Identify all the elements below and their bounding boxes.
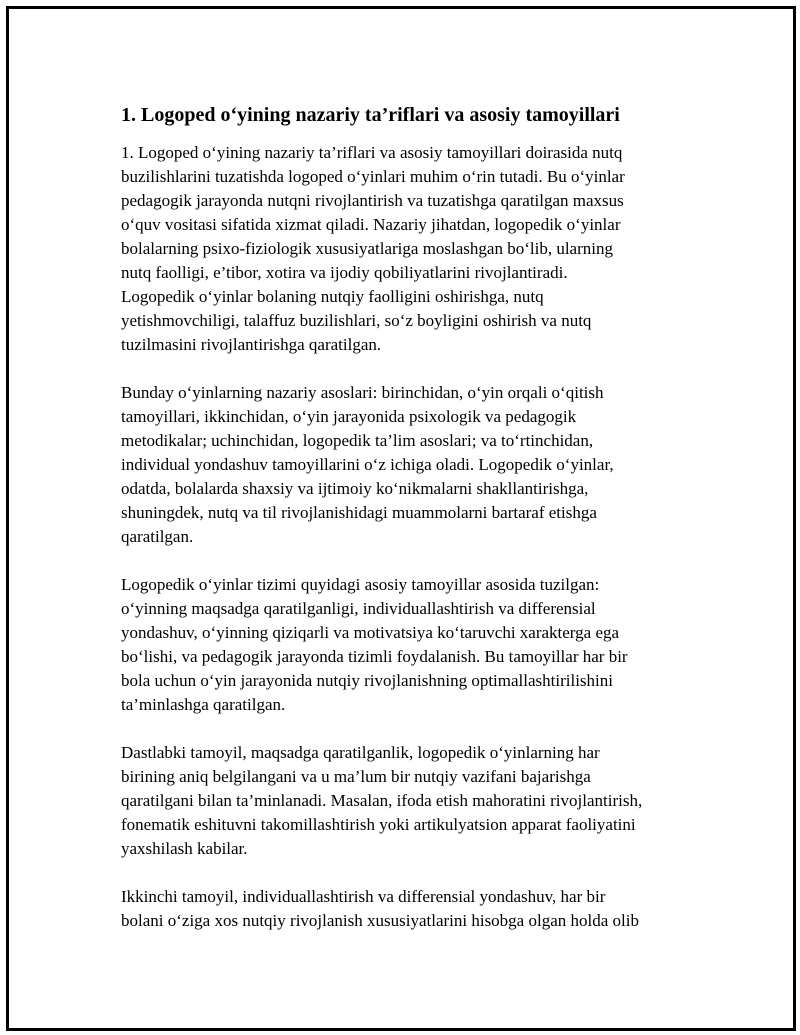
text-line: yaxshilash kabilar. — [121, 839, 248, 858]
text-line: birining aniq belgilangani va u ma’lum bir nutqiy vazifani bajarishga — [121, 767, 591, 786]
paragraph-5 — [121, 885, 721, 933]
text-line: ta’minlashga qaratilgan. — [121, 695, 286, 714]
text-line: Ikkinchi tamoyil, individuallashtirish va differensial yondashuv, har bir — [121, 887, 606, 906]
text-line: o‘quv vositasi sifatida xizmat qiladi. Nazariy jihatdan, logopedik o‘yinlar — [121, 215, 621, 234]
text-line: Dastlabki tamoyil, maqsadga qaratilganlik, logopedik o‘yinlarning har — [121, 743, 600, 762]
text-line: tamoyillari, ikkinchidan, o‘yin jarayonida psixologik va pedagogik — [121, 407, 577, 426]
page-frame — [6, 6, 796, 1031]
text-line: bolani o‘ziga xos nutqiy rivojlanish xususiyatlarini hisobga olgan holda olib — [121, 911, 639, 930]
text-line: qaratilgani bilan ta’minlanadi. Masalan, ifoda etish mahoratini rivojlantirish, — [121, 791, 643, 810]
paragraph-3 — [121, 573, 721, 717]
text-line: fonematik eshituvni takomillashtirish yoki artikulyatsion apparat faoliyatini — [121, 815, 636, 834]
text-line: buzilishlarini tuzatishda logoped o‘yinlari muhim o‘rin tutadi. Bu o‘yinlar — [121, 167, 625, 186]
text-line: o‘yinning maqsadga qaratilganligi, individuallashtirish va differensial — [121, 599, 596, 618]
text-line: yondashuv, o‘yinning qiziqarli va motivatsiya ko‘taruvchi xarakterga ega — [121, 623, 620, 642]
text-line: Logopedik o‘yinlar bolaning nutqiy faolligini oshirishga, nutq — [121, 287, 544, 306]
text-line: bola uchun o‘yin jarayonida nutqiy rivojlanishning optimallashtirilishini — [121, 671, 613, 690]
text-line: bolalarning psixo-fiziologik xususiyatlariga moslashgan bo‘lib, ularning — [121, 239, 613, 258]
paragraph-1 — [121, 141, 721, 357]
paragraph-2 — [121, 381, 721, 549]
text-line: qaratilgan. — [121, 527, 194, 546]
text-line: tuzilmasini rivojlantirishga qaratilgan. — [121, 335, 382, 354]
paragraph-4 — [121, 741, 721, 861]
text-line: odatda, bolalarda shaxsiy va ijtimoiy ko‘nikmalarni shakllantirishga, — [121, 479, 589, 498]
text-line: yetishmovchiligi, talaffuz buzilishlari, so‘z boyligini oshirish va nutq — [121, 311, 592, 330]
document-body — [121, 103, 721, 957]
text-line: nutq faolligi, e’tibor, xotira va ijodiy qobiliyatlarini rivojlantiradi. — [121, 263, 568, 282]
text-line: pedagogik jarayonda nutqni rivojlantirish va tuzatishga qaratilgan maxsus — [121, 191, 624, 210]
text-line: individual yondashuv tamoyillarini o‘z ichiga oladi. Logopedik o‘yinlar, — [121, 455, 614, 474]
text-line: Logopedik o‘yinlar tizimi quyidagi asosiy tamoyillar asosida tuzilgan: — [121, 575, 600, 594]
text-line: 1. Logoped o‘yining nazariy ta’riflari va asosiy tamoyillari doirasida nutq — [121, 143, 623, 162]
text-line: Bunday o‘yinlarning nazariy asoslari: birinchidan, o‘yin orqali o‘qitish — [121, 383, 604, 402]
section-heading: 1. Logoped o‘yining nazariy ta’riflari va asosiy tamoyillari — [121, 104, 620, 126]
text-line: metodikalar; uchinchidan, logopedik ta’lim asoslari; va to‘rtinchidan, — [121, 431, 594, 450]
text-line: bo‘lishi, va pedagogik jarayonda tizimli foydalanish. Bu tamoyillar har bir — [121, 647, 628, 666]
text-line: shuningdek, nutq va til rivojlanishidagi muammolarni bartaraf etishga — [121, 503, 597, 522]
